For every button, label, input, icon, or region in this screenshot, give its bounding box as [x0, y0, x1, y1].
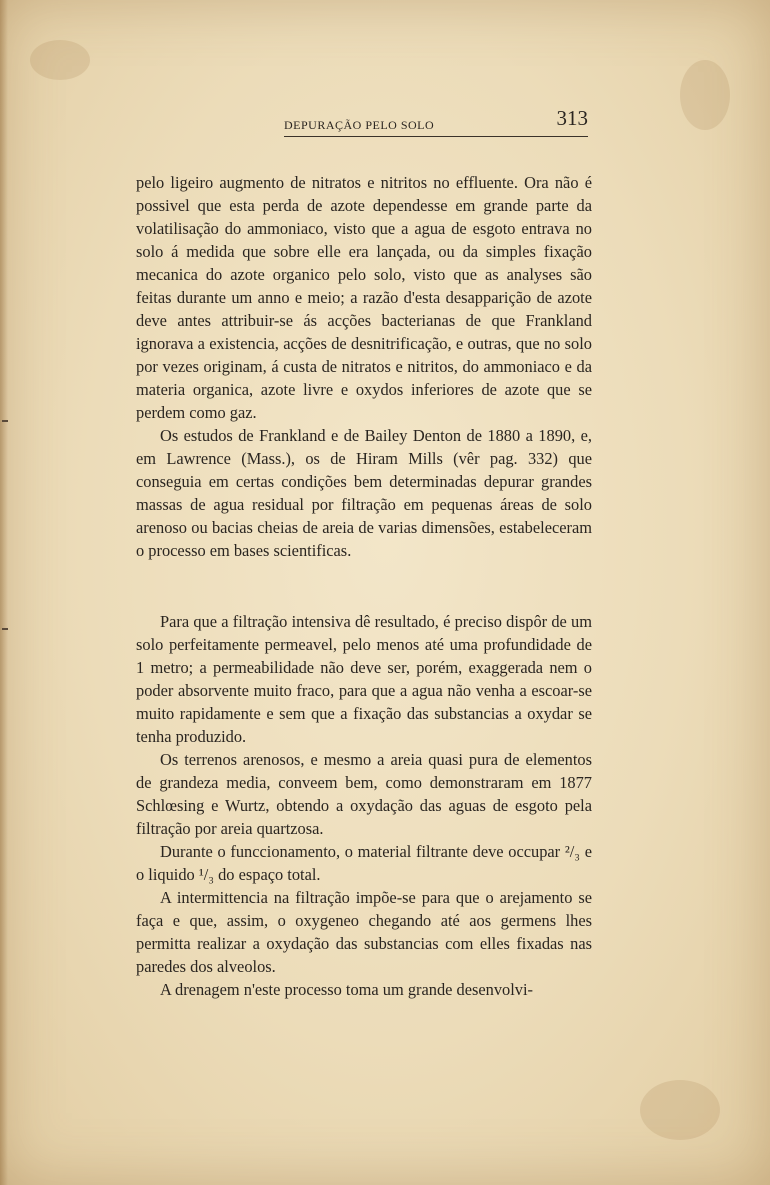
page-edge-shadow: [0, 0, 8, 1185]
paragraph: Para que a filtração intensiva dê resultado, é preciso dispôr de um solo perfeitamente permeavel, pelo menos até uma profundidade de 1 metro; a permeabilidade não deve ser, porém, exaggerada nem o poder absorvente muito fraco, para que a agua não venha a escoar-se muito rapidamente e sem que a fixação das substancias a oxydar se tenha produzido.: [136, 612, 592, 746]
paragraph: A drenagem n'este processo toma um grande desenvolvi-: [160, 980, 533, 999]
paper-stain: [680, 60, 730, 130]
margin-mark: [2, 420, 8, 422]
paragraph: pelo ligeiro augmento de nitratos e nitritos no effluente. Ora não é possivel que esta perda de azote dependesse em grande parte da volatilisação do ammoniaco, visto que a agua de esgoto entrava no solo á medida que sobre elle era lançada, ou da simples fixação mecanica do azote organico pelo solo, visto que as analyses são feitas durante um anno e meio; a razão d'esta desapparição de azote deve antes attribuir-se ás acções bacterianas de que Frankland ignorava a existencia, acções de desnitrificação, e outras, que no solo por vezes originam, á custa de nitratos e nitritos, do ammoniaco e da materia organica, azote livre e oxydos inferiores de azote que se perdem como gaz.: [136, 173, 592, 422]
paragraph: Durante o funccionamento, o material filtrante deve occupar ²/₃ e o liquido ¹/₃ do espaço total.: [136, 842, 592, 884]
text-block-lower: [136, 610, 592, 1001]
page-header: [136, 104, 588, 140]
margin-mark: [2, 628, 8, 630]
paragraph: Os terrenos arenosos, e mesmo a areia quasi pura de elementos de grandeza media, conveem bem, como demonstraram em 1877 Schlœsing e Wurtz, obtendo a oxydação das aguas de esgoto pela filtração por areia quartzosa.: [136, 750, 592, 838]
page-number: 313: [556, 106, 588, 130]
paragraph: A intermittencia na filtração impõe-se para que o arejamento se faça e que, assim, o oxygeneo chegando até aos germens lhes permitta realizar a oxydação das substancias com elles fixadas nas paredes dos alveolos.: [136, 888, 592, 976]
paper-stain: [30, 40, 90, 80]
running-head: DEPURAÇÃO PELO SOLO: [284, 118, 435, 132]
text-block-upper: [136, 171, 592, 562]
header-rule: [284, 136, 588, 137]
paragraph: Os estudos de Frankland e de Bailey Denton de 1880 a 1890, e, em Lawrence (Mass.), os de Hiram Mills (vêr pag. 332) que conseguia em certas condições bem determinadas depurar grandes massas de agua residual por filtração em pequenas áreas de solo arenoso ou bacias cheias de areia de varias dimensões, estabeleceram o processo em bases scientificas.: [136, 426, 592, 560]
paper-stain: [640, 1080, 720, 1140]
